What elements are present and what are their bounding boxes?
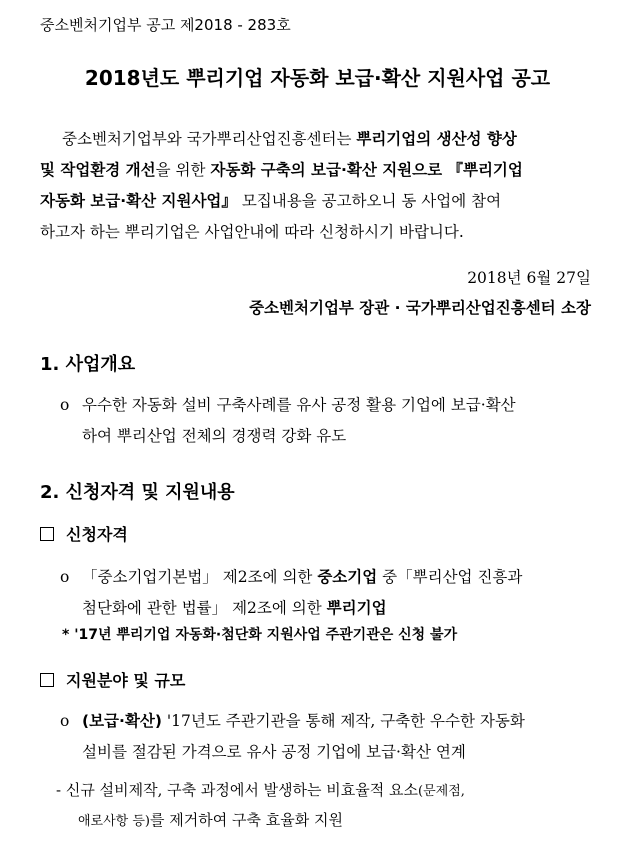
eligibility-emphasis: 뿌리기업 [326, 599, 387, 617]
intro-line-3 [40, 186, 596, 217]
section-heading-overview: 1. 사업개요 [40, 354, 136, 375]
bullet-mark: ο [60, 396, 70, 414]
notice-number: 중소벤처기업부 공고 제2018 - 283호 [40, 16, 291, 34]
support-detail-small: 애로사항 등) [78, 814, 150, 829]
support-detail-line-2 [56, 806, 465, 836]
intro-emphasis: 뿌리기업의 생산성 향상 [356, 130, 517, 148]
intro-line-2 [40, 155, 596, 186]
support-detail-text: 신규 설비제작, 구축 과정에서 발생하는 비효율적 요소 [65, 781, 419, 799]
document-title: 2018년도 뿌리기업 자동화 보급·확산 지원사업 공고 [84, 66, 551, 90]
subsection-support [40, 668, 185, 691]
support-detail [56, 776, 465, 836]
support-line-1 [60, 706, 525, 737]
eligibility-line-2 [60, 593, 522, 624]
intro-emphasis: 및 작업환경 개선 [40, 161, 156, 179]
notice-issuer: 중소벤처기업부 장관 · 국가뿌리산업진흥센터 소장 [249, 299, 591, 317]
eligibility-bullet [60, 562, 522, 624]
support-detail-line-1 [56, 776, 465, 806]
support-text: '17년도 주관기관을 통해 제작, 구축한 우수한 자동화 [161, 712, 525, 730]
eligibility-note: * '17년 뿌리기업 자동화·첨단화 지원사업 주관기관은 신청 불가 [62, 627, 458, 643]
notice-date: 2018년 6월 27일 [467, 269, 591, 287]
bullet-mark: ο [60, 712, 70, 730]
overview-text: 우수한 자동화 설비 구축사례를 유사 공정 활용 기업에 보급·확산 [82, 396, 516, 414]
eligibility-text: 첨단화에 관한 법률」 제2조에 의한 [82, 599, 327, 617]
subsection-title: 지원분야 및 규모 [66, 671, 186, 690]
square-bullet-icon [40, 527, 54, 541]
support-detail-small: (문제점, [418, 784, 465, 799]
overview-bullet [60, 390, 516, 452]
subsection-title: 신청자격 [66, 525, 128, 544]
overview-text: 하여 뿌리산업 전체의 경쟁력 강화 유도 [82, 427, 347, 445]
eligibility-line-1 [60, 562, 522, 593]
support-text: 설비를 절감된 가격으로 유사 공정 기업에 보급·확산 연계 [82, 743, 466, 761]
section-heading-eligibility: 2. 신청자격 및 지원내용 [40, 482, 235, 503]
overview-line-2 [60, 421, 516, 452]
support-emphasis: (보급·확산) [82, 712, 162, 730]
overview-line-1 [60, 390, 516, 421]
intro-text: 하고자 하는 뿌리기업은 사업안내에 따라 신청하시기 바랍니다. [40, 223, 464, 241]
intro-line-4 [40, 217, 596, 248]
eligibility-text: 중「뿌리산업 진흥과 [377, 568, 523, 586]
intro-text: 모집내용을 공고하오니 동 사업에 참여 [236, 192, 502, 210]
support-bullet [60, 706, 525, 768]
eligibility-emphasis: 중소기업 [317, 568, 378, 586]
subsection-eligibility [40, 522, 128, 545]
support-line-2 [60, 737, 525, 768]
intro-emphasis: 자동화 구축의 보급·확산 지원으로 『뿌리기업 [210, 161, 523, 179]
bullet-mark: ο [60, 568, 70, 586]
intro-emphasis: 자동화 보급·확산 지원사업』 [40, 192, 237, 210]
support-detail-text: 를 제거하여 구축 효율화 지원 [150, 811, 343, 829]
intro-line-1 [40, 124, 596, 155]
intro-text: 을 위한 [155, 161, 211, 179]
intro-text: 중소벤처기업부와 국가뿌리산업진흥센터는 [62, 130, 357, 148]
dash-mark: - [56, 781, 62, 799]
square-bullet-icon [40, 673, 54, 687]
intro-paragraph [40, 124, 596, 248]
eligibility-text: 「중소기업기본법」 제2조에 의한 [82, 568, 318, 586]
